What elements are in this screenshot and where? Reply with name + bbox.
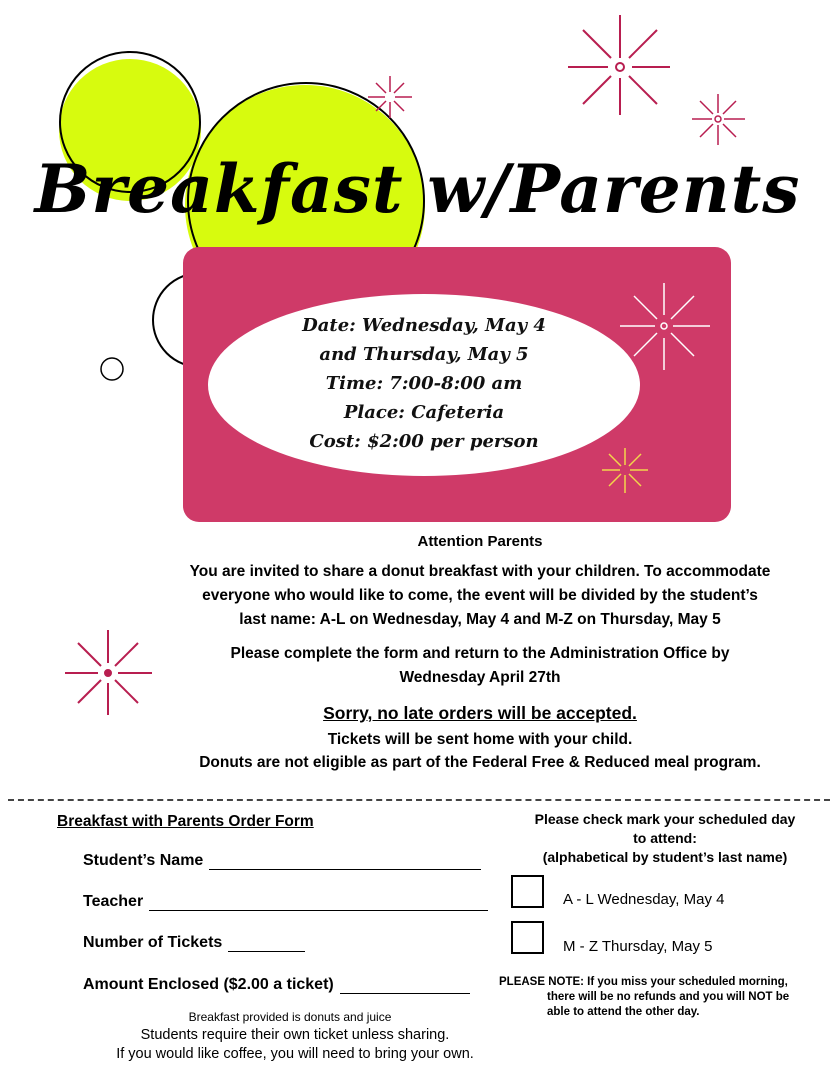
event-time: Time: 7:00-8:00 am [325, 373, 523, 394]
event-place: Place: Cafeteria [343, 402, 505, 423]
tickets-note: Tickets will be sent home with your child. [327, 731, 633, 748]
schedule-heading [500, 810, 830, 867]
schedule-heading-line: to attend: [633, 830, 697, 846]
coffee-note: If you would like coffee, you will need to bring your own. [116, 1046, 474, 1062]
invitation-line: everyone who would like to come, the event will be divided by the student’s [202, 587, 758, 604]
student-name-row [83, 852, 481, 870]
schedule-heading-line: (alphabetical by student’s last name) [542, 849, 788, 865]
please-note-line: PLEASE NOTE: If you miss your scheduled morning, [499, 976, 788, 988]
option-a-l-label: A - L Wednesday, May 4 [563, 891, 725, 908]
invitation-paragraph [140, 560, 820, 632]
event-details [208, 311, 640, 456]
teacher-row [83, 893, 488, 911]
amount-label: Amount Enclosed ($2.00 a ticket) [83, 976, 334, 993]
cut-line-divider [8, 799, 830, 801]
return-line: Wednesday April 27th [399, 669, 561, 686]
page-title: Breakfast w/Parents [34, 150, 801, 228]
option-m-z-label: M - Z Thursday, May 5 [563, 938, 713, 955]
student-name-label: Student’s Name [83, 852, 204, 869]
event-date-2: and Thursday, May 5 [319, 344, 529, 365]
please-note-line: able to attend the other day. [547, 1006, 700, 1018]
tickets-label: Number of Tickets [83, 934, 223, 951]
checkbox-m-z[interactable] [511, 921, 544, 954]
checkbox-a-l[interactable] [511, 875, 544, 908]
amount-row [83, 976, 470, 994]
invitation-line: You are invited to share a donut breakfast with your children. To accommodate [189, 563, 771, 580]
amount-field[interactable] [340, 978, 470, 994]
schedule-heading-line: Please check mark your scheduled day [534, 811, 796, 827]
order-form-title: Breakfast with Parents Order Form [57, 813, 314, 830]
return-instructions [140, 642, 820, 690]
teacher-label: Teacher [83, 893, 144, 910]
return-line: Please complete the form and return to the Administration Office by [230, 645, 730, 662]
invitation-line: last name: A-L on Wednesday, May 4 and M-Z on Thursday, May 5 [239, 611, 721, 628]
student-name-field[interactable] [209, 854, 481, 870]
breakfast-note: Breakfast provided is donuts and juice [188, 1010, 392, 1024]
event-cost: Cost: $2:00 per person [309, 431, 539, 452]
please-note [499, 975, 819, 1020]
donuts-note: Donuts are not eligible as part of the Federal Free & Reduced meal program. [199, 754, 761, 771]
tickets-field[interactable] [228, 936, 305, 952]
please-note-line: there will be no refunds and you will NOT be [547, 991, 790, 1003]
tickets-row [83, 934, 305, 952]
attention-heading: Attention Parents [417, 533, 543, 550]
event-date: Date: Wednesday, May 4 [302, 315, 546, 336]
ticket-sharing-note: Students require their own ticket unless sharing. [140, 1027, 450, 1043]
teacher-field[interactable] [149, 895, 488, 911]
no-late-orders: Sorry, no late orders will be accepted. [323, 703, 637, 723]
